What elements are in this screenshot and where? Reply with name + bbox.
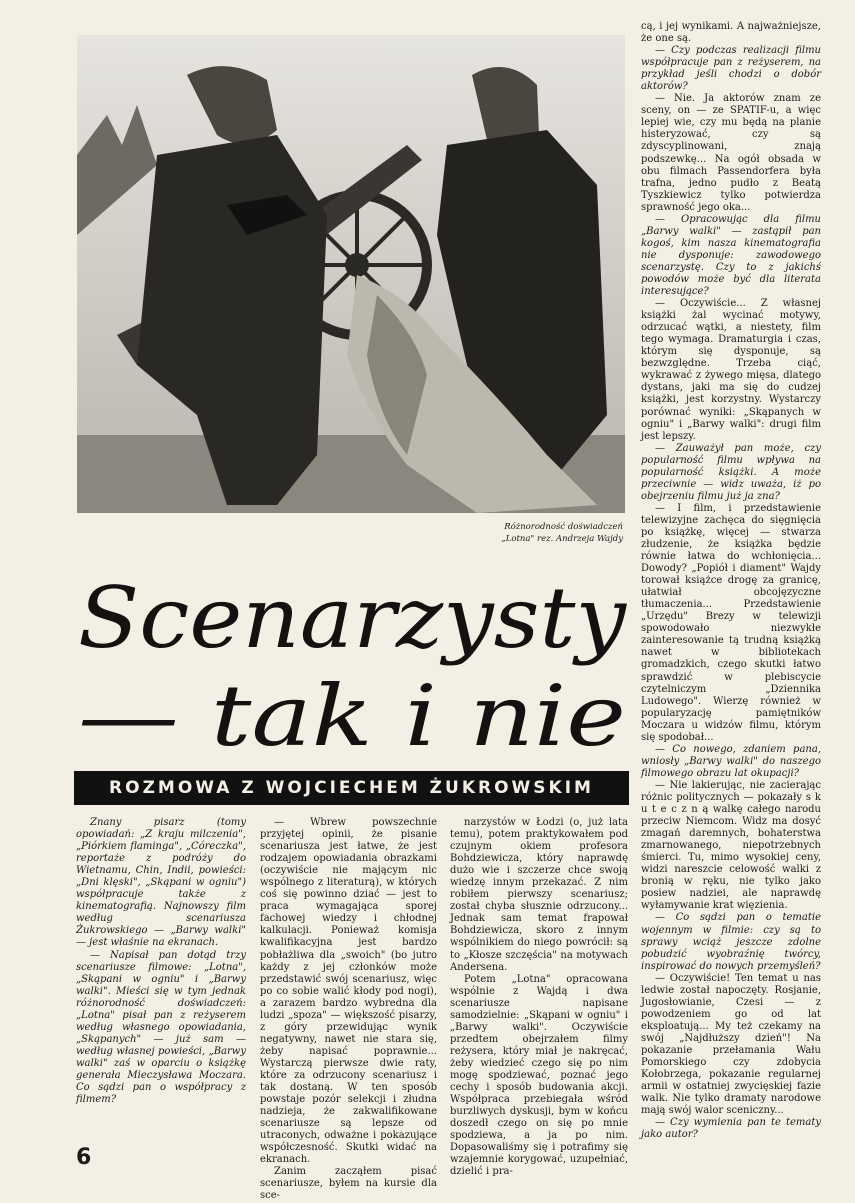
- answer-1-cont-2: narzystów w Łodzi (o, już lata temu), potem praktykowałem pod czujnym okiem profesora Bohdziewicza, który naprawdę dużo wie i szczerze chce swoją wiedzę innym przekazać. Z nim robiłem pierwszy scenariusz; został chyba słusznie odrzucony... Jednak sam temat frapował Bohdziewicza, skoro z innym wspólnikiem do niego powrócił: są to „Kłosze szczęścia" na motywach Andersena.: [450, 817, 628, 973]
- subtitle-bar: [74, 771, 629, 805]
- answer-1-cont-3: Potem „Lotna" opracowana wspólnie z Wajdą i dwa scenariusze napisane samodzielnie: „Skąpani w ogniu" i „Barwy walki". Oczywiście przedtem obejrzałem filmy reżysera, który miał je nakręcać, żeby wiedzieć czego się po nim mogę spodziewać, poznać jego cechy i sposób budowania akcji. Współpraca przebiegała wśród burzliwych dyskusji, bym w końcu doszedł czego on się po mnie spodziewa, a ja po nim. Dopasowaliśmy się i potrafimy się wzajemnie korygować, uzupełniać, dzielić i pra-: [450, 973, 628, 1178]
- interview-answer: cą, i jej wynikami. A najważniejsze, że one są.: [641, 21, 821, 45]
- interview-answer: — I film, i przedstawienie telewizyjne zachęca do sięgnięcia po książkę, więcej — stwarza złudzenie, że książka będzie równie łatwa do wchłonięcia... Dowody? „Popiół i diament" Wajdy torował książce drogę za granicę, ułatwiał obcojęzyczne tłumaczenia... Przedstawienie „Urzędu" Brezy w telewizji spowodowało niezwykłe zainteresowanie tą trudną książką nawet w bibliotekach gromadzkich, czego skutki łatwo sprawdzić w plebiscycie czytelniczym „Dziennika Ludowego". Wierzę również w popularyzację pamiętników Moczara u widzów filmu, którym się spodobał...: [641, 502, 821, 743]
- film-still-illustration: [77, 35, 625, 513]
- column-1: [76, 817, 246, 1143]
- interview-question: — Czy wymienia pan te tematy jako autor?: [641, 1117, 821, 1141]
- article-title: [72, 565, 637, 765]
- answer-1-cont: Zanim zacząłem pisać scenariusze, byłem na kursie dla sce-: [260, 1166, 437, 1202]
- interview-answer: — Nie lakierując, nie zacierając różnic politycznych — pokazały s k u t e c z n ą walkę całego narodu przeciw Niemcom. Widz ma dosyć zmagań daremnych, bohaterstwa zmarnowanego, niepotrzebnych śmierci. Tu, mimo wysokiej ceny, widzi nareszcie celowość walki z bronią w ręku, nie tylko jako posiew nadziei, ale naprawdę wyłamywanie krat więzienia.: [641, 779, 821, 912]
- interview-question: — Co sądzi pan o tematie wojennym w filmie: czy są to sprawy wciąż jeszcze zdolne pobudzić wyobraźnię twórcy, inspirować do nowych przemyśleń?: [641, 912, 821, 972]
- caption-line-1: Różnorodność doświadczeń: [504, 522, 623, 532]
- photo-caption: [200, 521, 623, 545]
- title-line-1: Scenarzysty: [78, 569, 628, 667]
- interview-question: — Co nowego, zdaniem pana, wniosły „Barwy walki" do naszego filmowego obrazu lat okupacji?: [641, 743, 821, 779]
- answer-1: — Wbrew powszechnie przyjętej opinii, że pisanie scenariusza jest łatwe, że jest rodzajem opowiadania obrazkami (oczywiście nie mającym nic wspólnego z literaturą), w których coś się powinno dziać — jest to praca wymagająca sporej fachowej wiedzy i chłodnej kalkulacji. Ponieważ komisja kwalifikacyjna jest bardzo pobłażliwa dla „swoich" (bo jutro każdy z jej członków może przedstawić swój scenariusz, więc po co sobie walić kłody pod nogi), a zarazem bardzo wybredna dla ludzi „spoza" — większość pisarzy, z góry przewidując wynik negatywny, nawet nie stara się, żeby napisać poprawnie... Wystarczą pierwsze dwie raty, które za odrzucony scenariusz i tak dostaną. W ten sposób powstaje pozór selekcji i złudna nadzieja, że zakwalifikowane scenariusze są lepsze od utraconych, odważne i pokazujące współczesność. Skutki widać na ekranach.: [260, 817, 437, 1166]
- column-2: [260, 817, 437, 1202]
- interview-answer: — Oczywiście! Ten temat u nas ledwie został napoczęty. Rosjanie, Jugosłowianie, Czesi — z powodzeniem go od lat eksploatują... My też czekamy na swój „Najdłuższy dzień"! Na pokazanie przełamania Wału Pomorskiego czy zdobycia Kołobrzega, pokazanie regularnej armii w ostatniej zwycięskiej fazie walk. Nie tylko dramaty narodowe mają swój walor sceniczny...: [641, 972, 821, 1117]
- film-still-photo: [77, 35, 625, 513]
- subtitle-text: ROZMOWA Z WOJCIECHEM ŻUKROWSKIM: [109, 778, 594, 798]
- page-number: 6: [76, 1145, 92, 1170]
- question-1: — Napisał pan dotąd trzy scenariusze filmowe: „Lotna", „Skąpani w ogniu" i „Barwy walki". Mieści się w tym jednak różnorodność doświadczeń: „Lotna" pisał pan z reżyserem według własnego opowiadania, „Skąpanych" — już sam — według własnej powieści, „Barwy walki" zaś w oparciu o książkę generała Mieczysława Moczara. Co sądzi pan o współpracy z filmem?: [76, 949, 246, 1106]
- column-4: [641, 21, 821, 1143]
- interview-question: — Opracowując dla filmu „Barwy walki" — zastąpił pan kogoś, kim nasza kinematografia nie dysponuje: zawodowego scenarzystę. Czy to z jakichś powodów może być dla literata interesujące?: [641, 213, 821, 298]
- caption-line-2: „Lotna" rez. Andrzeja Wajdy: [501, 534, 623, 544]
- interview-answer: — Nie. Ja aktorów znam ze sceny, on — ze SPATIF-u, a więc lepiej wie, czy mu będą na planie histeryzować, czy są zdyscyplinowani, znają podszewkę... Na ogół obsada w obu filmach Passendorfera była trafna, jedno pudło z Beatą Tyszkiewicz tylko potwierdza sprawność jego oka...: [641, 93, 821, 213]
- lead-paragraph: Znany pisarz (tomy opowiadań: „Z kraju milczenia", „Piórkiem flaminga", „Córeczka", reportaże z podróży do Wietnamu, Chin, Indii, powieści: „Dni klęski", „Skąpani w ogniu") współpracuje także z kinematografią. Najnowszy film według scenariusza Żukrowskiego — „Barwy walki" — jest właśnie na ekranach.: [76, 817, 246, 949]
- interview-question: — Czy podczas realizacji filmu współpracuje pan z reżyserem, na przykład jeśli chodzi o dobór aktorów?: [641, 45, 821, 93]
- title-line-2: — tak i nie: [78, 667, 626, 765]
- interview-question: — Zauważył pan może, czy popularność filmu wpływa na popularność książki. A może przeciwnie — widz uważa, iż po obejrzeniu filmu już ja zna?: [641, 442, 821, 502]
- interview-answer: — Oczywiście... Z własnej książki żal wycinać motywy, odrzucać wątki, a niestety, film tego wymaga. Dramaturgia i czas, którym się dysponuje, są bezwzględne. Trzeba ciąć, wykrawać z żywego mięsa, dlatego dystans, jaki ma się do cudzej książki, jest korzystny. Wystarczy porównać wyniki: „Skąpanych w ogniu" i „Barwy walki": drugi film jest lepszy.: [641, 298, 821, 442]
- column-3: [450, 817, 628, 1178]
- title-script: [72, 565, 637, 765]
